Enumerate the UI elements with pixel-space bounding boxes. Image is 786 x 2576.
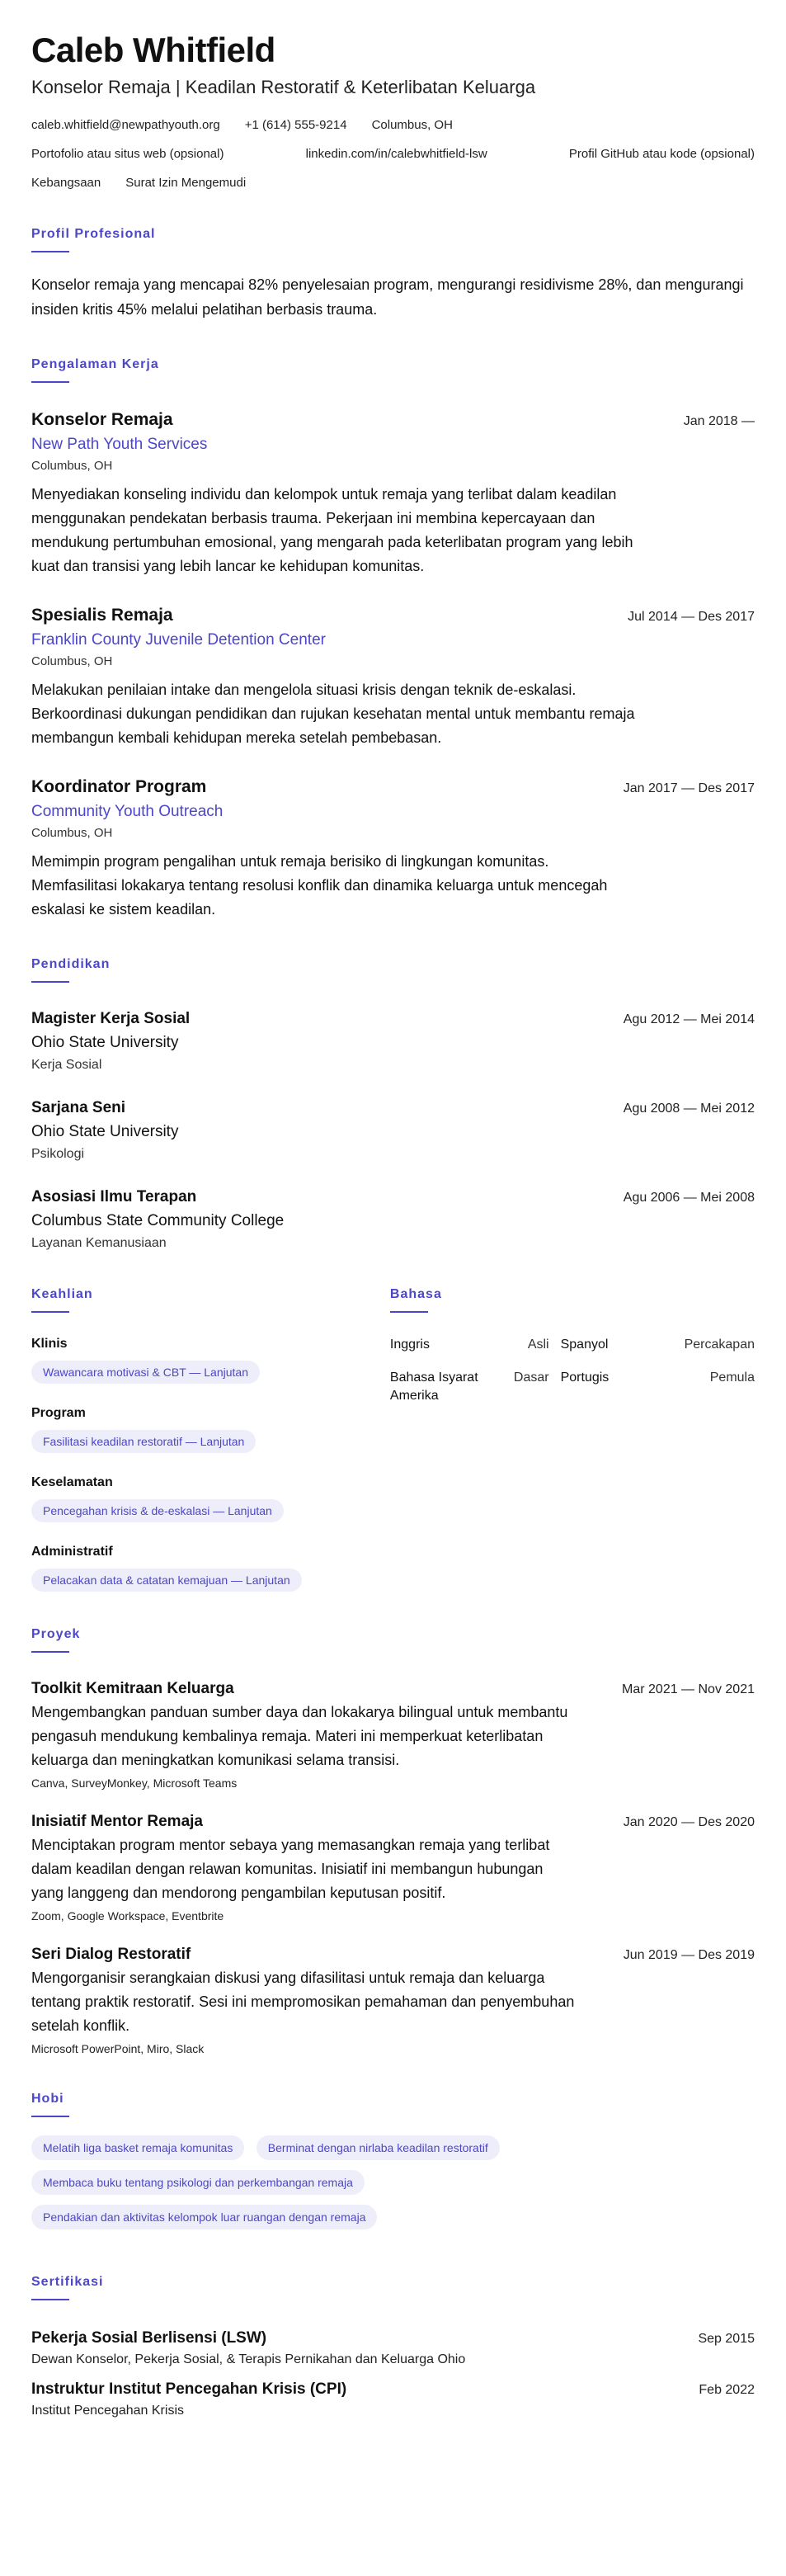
- hobby-tag: Berminat dengan nirlaba keadilan restoratif: [257, 2135, 500, 2160]
- certification-date: Feb 2022: [699, 2383, 755, 2397]
- education-date: Agu 2008 — Mei 2012: [623, 1102, 755, 1116]
- skill-category: Klinis: [31, 1337, 68, 1351]
- skill-group: [31, 1544, 390, 1592]
- education-date: Agu 2006 — Mei 2008: [623, 1191, 755, 1205]
- skill-group: [31, 1474, 390, 1522]
- project-title: Inisiatif Mentor Remaja: [31, 1813, 203, 1830]
- job-entry: [31, 409, 755, 578]
- language-level: Dasar: [513, 1371, 549, 1385]
- project-description: Menciptakan program mentor sebaya yang memasangkan remaja yang terlibat dalam keadilan dengan relawan komunitas. Inisiatif ini membangun hubungan yang langgeng dan mendorong pengambilan keputusan positif.: [31, 1837, 550, 1901]
- skills-section: [31, 1286, 390, 1592]
- job-company: Franklin County Juvenile Detention Center: [31, 631, 326, 649]
- certification-date: Sep 2015: [698, 2332, 755, 2346]
- contact-license: Surat Izin Mengemudi: [125, 176, 247, 190]
- education-entry: [31, 1187, 755, 1252]
- certification-issuer: Dewan Konselor, Pekerja Sosial, & Terapis Pernikahan dan Keluarga Ohio: [31, 2352, 466, 2366]
- job-description: Memimpin program pengalihan untuk remaja berisiko di lingkungan komunitas. Memfasilitasi lokakarya tentang resolusi konflik dan dinamika keluarga untuk mencegah eskalasi ke sistem keadilan.: [31, 853, 608, 918]
- project-tools: Canva, SurveyMonkey, Microsoft Teams: [31, 1776, 238, 1790]
- hobby-tag: Membaca buku tentang psikologi dan perkembangan remaja: [31, 2170, 365, 2195]
- education-degree: Asosiasi Ilmu Terapan: [31, 1188, 197, 1205]
- language-level: Percakapan: [684, 1338, 755, 1352]
- project-tools: Microsoft PowerPoint, Miro, Slack: [31, 2042, 205, 2055]
- certification-entry: [31, 2328, 755, 2368]
- contact-citizenship: Kebangsaan: [31, 176, 101, 190]
- skill-tag: Pelacakan data & catatan kemajuan — Lanjutan: [31, 1569, 302, 1592]
- project-date: Jun 2019 — Des 2019: [623, 1948, 755, 1962]
- section-title-hobbies: Hobi: [31, 2092, 64, 2106]
- education-school: Ohio State University: [31, 1123, 179, 1140]
- education-section: [31, 956, 755, 1252]
- contact-email[interactable]: caleb.whitfield@newpathyouth.org: [31, 118, 220, 132]
- education-school: Columbus State Community College: [31, 1212, 285, 1229]
- section-divider: [390, 1311, 428, 1313]
- section-divider: [31, 1311, 69, 1313]
- skill-category: Keselamatan: [31, 1475, 113, 1489]
- section-title-skills: Keahlian: [31, 1287, 93, 1301]
- profile-section: [31, 226, 755, 322]
- project-tools: Zoom, Google Workspace, Eventbrite: [31, 1909, 224, 1923]
- job-entry: [31, 776, 755, 922]
- project-date: Mar 2021 — Nov 2021: [622, 1682, 755, 1696]
- skill-category: Administratif: [31, 1545, 113, 1559]
- job-date: Jan 2017 — Des 2017: [623, 781, 755, 795]
- certification-entry: [31, 2380, 755, 2419]
- language-item: [561, 1336, 755, 1354]
- section-divider: [31, 381, 69, 383]
- contact-location: Columbus, OH: [371, 118, 453, 132]
- candidate-name: Caleb Whitfield: [31, 31, 275, 69]
- language-item: [390, 1369, 549, 1405]
- language-list: [390, 1336, 755, 1405]
- education-field: Layanan Kemanusiaan: [31, 1236, 167, 1250]
- project-title: Toolkit Kemitraan Keluarga: [31, 1680, 234, 1697]
- profile-summary: Konselor remaja yang mencapai 82% penyelesaian program, mengurangi residivisme 28%, dan mengurangi insiden kritis 45% melalui pelatihan berbasis trauma.: [31, 276, 744, 318]
- project-description: Mengorganisir serangkaian diskusi yang difasilitasi untuk remaja dan keluarga tentang praktik restoratif. Sesi ini mempromosikan pemahaman dan penyembuhan setelah konflik.: [31, 1970, 575, 2034]
- section-divider: [31, 1651, 69, 1653]
- certifications-section: [31, 2274, 755, 2419]
- hobbies-section: [31, 2091, 755, 2239]
- job-company: New Path Youth Services: [31, 436, 208, 453]
- job-entry: [31, 605, 755, 750]
- contact-row-3: [31, 175, 755, 191]
- job-description: Melakukan penilaian intake dan mengelola situasi krisis dengan teknik de-eskalasi. Berkoordinasi dukungan pendidikan dan rujukan kesehatan mental untuk membantu remaja membangun kembali kehidupan mereka setelah pembebasan.: [31, 682, 635, 746]
- contact-website[interactable]: Portofolio atau situs web (opsional): [31, 147, 224, 161]
- language-name: Inggris: [389, 1338, 430, 1352]
- section-title-projects: Proyek: [31, 1627, 81, 1641]
- language-item: [390, 1336, 549, 1354]
- certification-issuer: Institut Pencegahan Krisis: [31, 2404, 184, 2418]
- job-description: Menyediakan konseling individu dan kelompok untuk remaja yang terlibat dalam keadilan menggunakan pendekatan berbasis trauma. Pekerjaan ini membina kepercayaan dan mendukung pertumbuhan emosional, yang mengarah pada keterlibatan program yang lebih kuat dan transisi yang lebih lancar ke kehidupan komunitas.: [31, 486, 633, 574]
- job-location: Columbus, OH: [31, 654, 113, 668]
- skill-group: [31, 1405, 390, 1453]
- language-item: [561, 1369, 755, 1405]
- projects-section: [31, 1626, 755, 2056]
- section-title-certifications: Sertifikasi: [31, 2275, 104, 2289]
- project-title: Seri Dialog Restoratif: [31, 1946, 191, 1963]
- education-entry: [31, 1098, 755, 1163]
- section-title-education: Pendidikan: [31, 957, 111, 971]
- job-location: Columbus, OH: [31, 826, 113, 840]
- education-entry: [31, 1009, 755, 1073]
- job-company: Community Youth Outreach: [31, 803, 224, 820]
- project-entry: [31, 1679, 755, 1790]
- education-field: Psikologi: [31, 1147, 85, 1161]
- job-date: Jan 2018 —: [683, 414, 755, 428]
- project-entry: [31, 1812, 755, 1923]
- language-level: Asli: [527, 1338, 549, 1352]
- education-degree: Sarjana Seni: [31, 1099, 126, 1116]
- hobby-tag: Melatih liga basket remaja komunitas: [31, 2135, 244, 2160]
- section-divider: [31, 2299, 69, 2300]
- language-name: Bahasa Isyarat Amerika: [389, 1371, 478, 1403]
- job-location: Columbus, OH: [31, 459, 113, 473]
- job-title: Koordinator Program: [31, 777, 207, 796]
- resume-header: [31, 30, 755, 99]
- job-title: Konselor Remaja: [31, 410, 173, 429]
- section-title-experience: Pengalaman Kerja: [31, 357, 159, 371]
- skill-tag: Wawancara motivasi & CBT — Lanjutan: [31, 1361, 260, 1384]
- skill-tag: Pencegahan krisis & de-eskalasi — Lanjutan: [31, 1499, 284, 1522]
- section-divider: [31, 251, 69, 252]
- skill-group: [31, 1336, 390, 1384]
- languages-section: [390, 1286, 755, 1592]
- contact-linkedin[interactable]: linkedin.com/in/calebwhitfield-lsw: [305, 147, 487, 161]
- certification-name: Instruktur Institut Pencegahan Krisis (CPI): [31, 2380, 347, 2398]
- contact-row-2: [31, 146, 755, 163]
- project-date: Jan 2020 — Des 2020: [623, 1815, 755, 1829]
- education-field: Kerja Sosial: [31, 1058, 102, 1072]
- contact-phone[interactable]: +1 (614) 555-9214: [244, 118, 347, 132]
- hobby-list: [31, 2135, 609, 2239]
- certification-name: Pekerja Sosial Berlisensi (LSW): [31, 2329, 267, 2347]
- contact-row-1: [31, 117, 755, 134]
- section-title-profile: Profil Profesional: [31, 227, 156, 241]
- project-entry: [31, 1945, 755, 2056]
- language-name: Portugis: [560, 1371, 610, 1385]
- skill-tag: Fasilitasi keadilan restoratif — Lanjutan: [31, 1430, 256, 1453]
- language-name: Spanyol: [560, 1338, 609, 1352]
- experience-section: [31, 356, 755, 922]
- education-date: Agu 2012 — Mei 2014: [623, 1012, 755, 1026]
- job-date: Jul 2014 — Des 2017: [628, 610, 755, 624]
- education-degree: Magister Kerja Sosial: [31, 1010, 191, 1027]
- contact-github[interactable]: Profil GitHub atau kode (opsional): [568, 147, 755, 161]
- contact-info: [31, 117, 755, 191]
- hobby-tag: Pendakian dan aktivitas kelompok luar ruangan dengan remaja: [31, 2205, 377, 2229]
- candidate-headline: Konselor Remaja | Keadilan Restoratif & Keterlibatan Keluarga: [31, 77, 536, 97]
- project-description: Mengembangkan panduan sumber daya dan lokakarya bilingual untuk membantu pengasuh mendukung kembalinya remaja. Materi ini memperkuat keterlibatan keluarga dan meningkatkan komunikasi selama transisi.: [31, 1704, 568, 1768]
- skill-category: Program: [31, 1406, 86, 1420]
- section-title-languages: Bahasa: [389, 1287, 442, 1301]
- education-school: Ohio State University: [31, 1034, 179, 1051]
- job-title: Spesialis Remaja: [31, 606, 173, 625]
- skills-languages-row: [31, 1286, 755, 1592]
- language-level: Pemula: [709, 1371, 755, 1385]
- section-divider: [31, 981, 69, 983]
- section-divider: [31, 2116, 69, 2117]
